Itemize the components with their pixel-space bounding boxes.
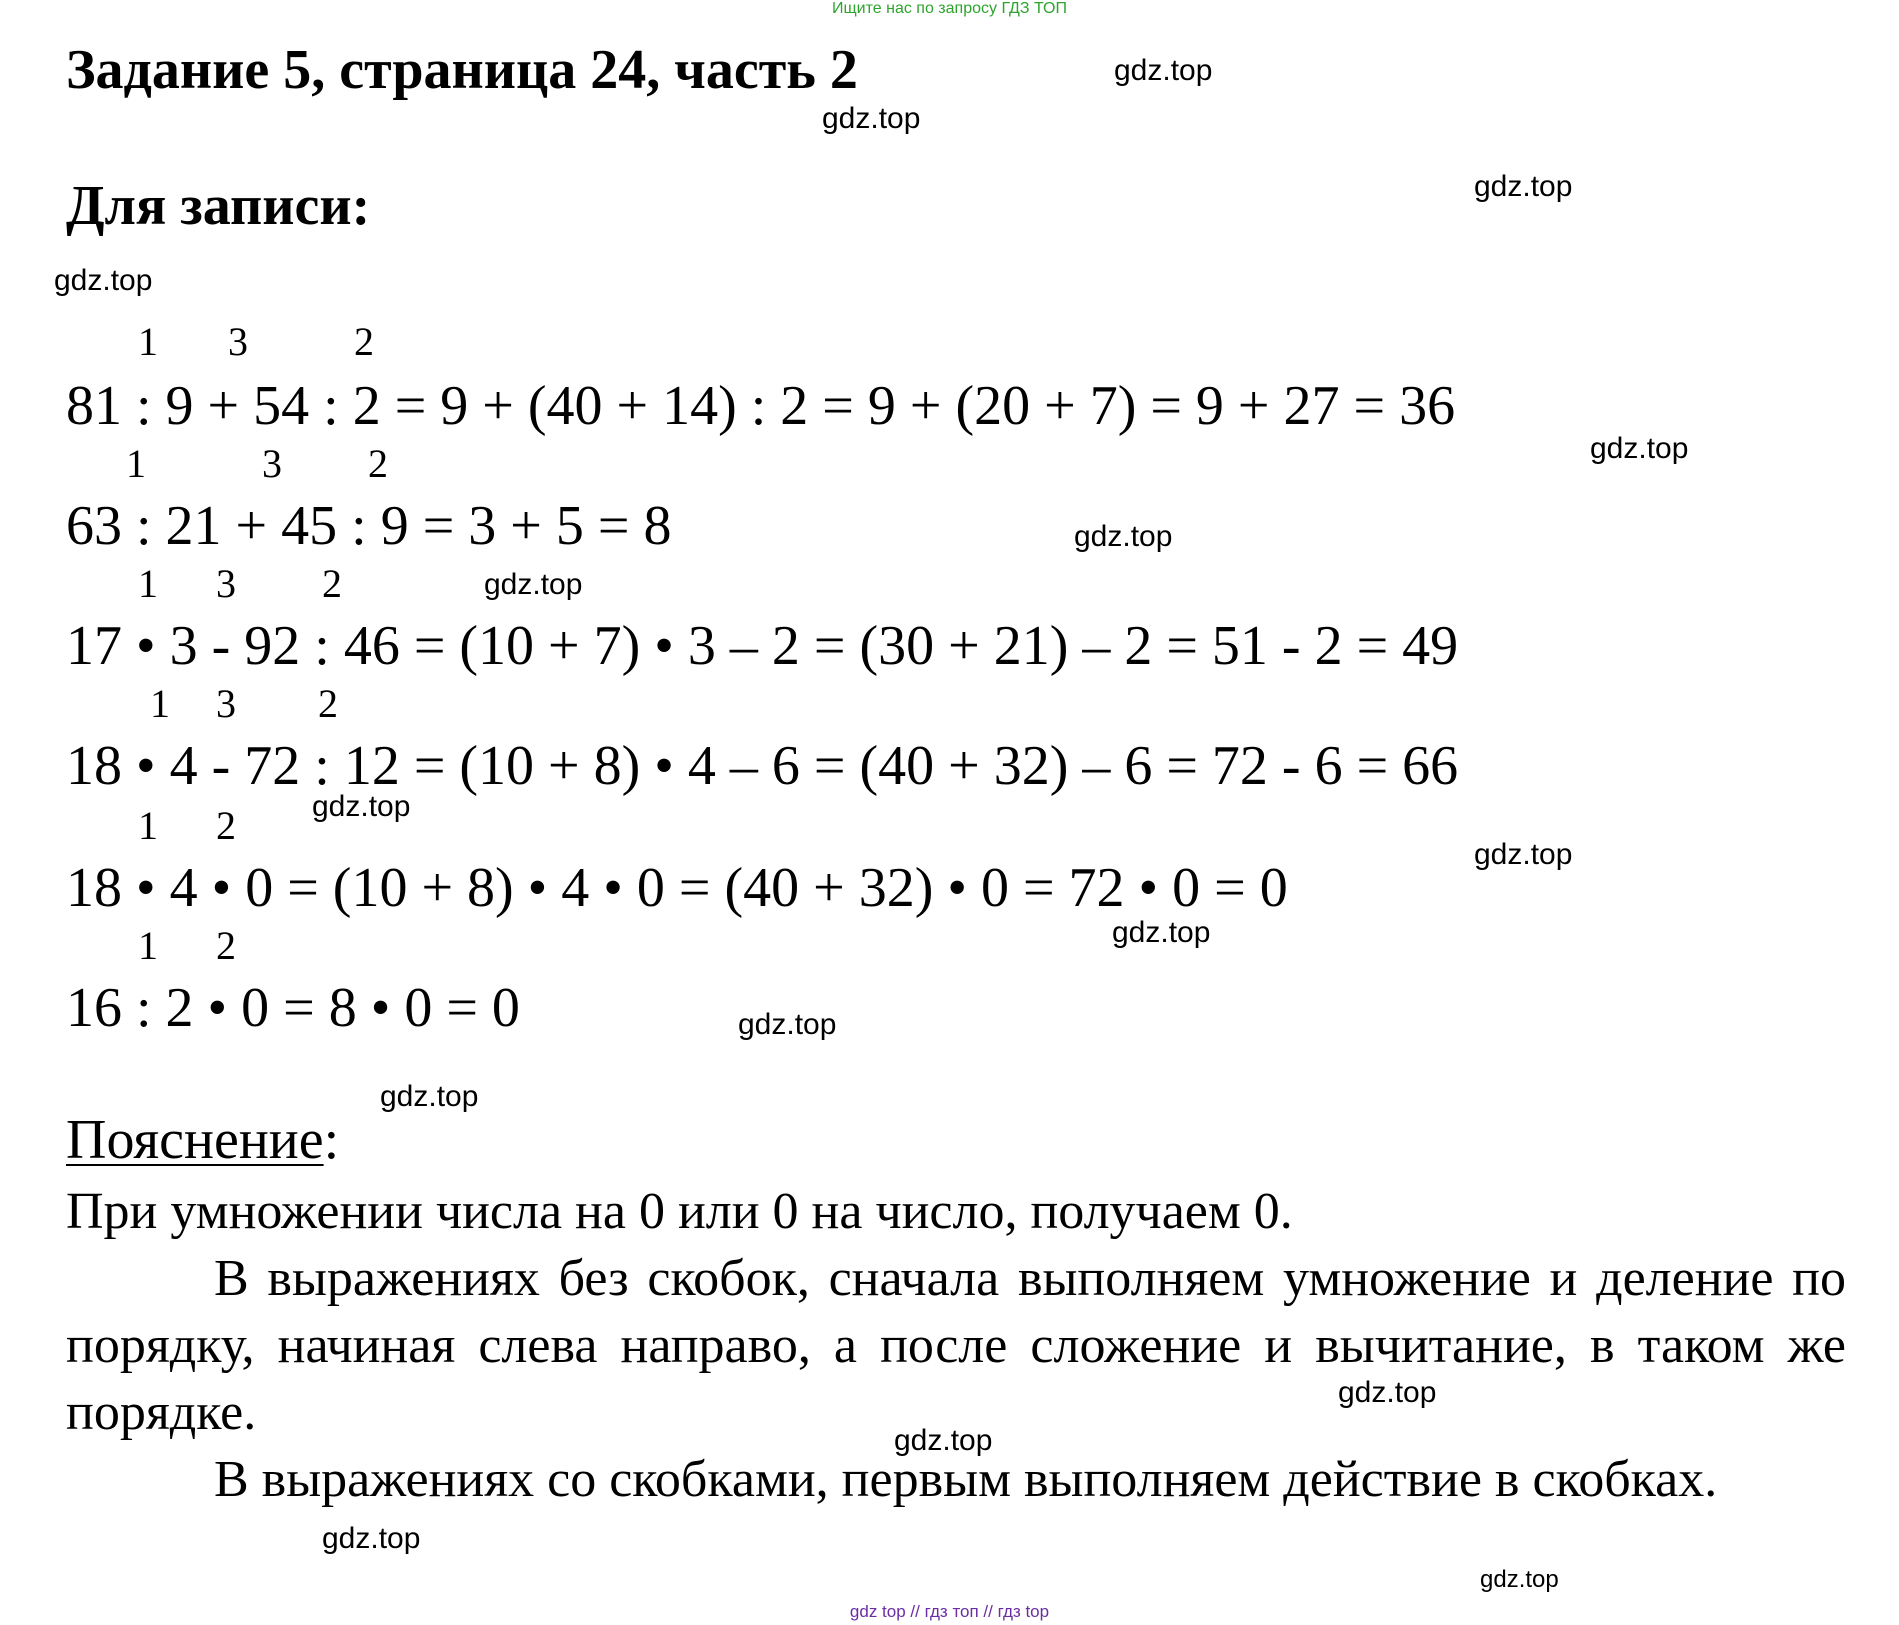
- order-number: 2: [322, 561, 342, 606]
- watermark: gdz.top: [738, 1008, 837, 1041]
- watermark: gdz.top: [1112, 916, 1211, 949]
- order-number: 1: [150, 681, 170, 726]
- expression-line: 16 : 2 • 0 = 8 • 0 = 0: [66, 977, 520, 1039]
- order-number: 2: [318, 681, 338, 726]
- expression-line: 17 • 3 - 92 : 46 = (10 + 7) • 3 – 2 = (30 + 21) – 2 = 51 - 2 = 49: [66, 615, 1459, 677]
- order-markers: [66, 803, 1366, 850]
- top-banner: Ищите нас по запросу ГДЗ ТОП: [832, 0, 1067, 17]
- order-number: 1: [138, 923, 158, 968]
- explanation-heading: [66, 1109, 340, 1171]
- watermark: gdz.top: [1114, 54, 1213, 87]
- order-number: 3: [216, 681, 236, 726]
- order-number: 1: [138, 561, 158, 606]
- order-number: 1: [126, 441, 146, 486]
- expression-line: 81 : 9 + 54 : 2 = 9 + (40 + 14) : 2 = 9 + (20 + 7) = 9 + 27 = 36: [66, 375, 1456, 437]
- explanation-paragraph: В выражениях со скобками, первым выполняем действие в скобках.: [214, 1451, 1718, 1508]
- watermark: gdz.top: [380, 1080, 479, 1113]
- watermark: gdz.top: [822, 102, 921, 135]
- watermark: gdz.top: [312, 790, 411, 823]
- watermark: gdz.top: [1338, 1376, 1437, 1409]
- explanation-paragraph: При умножении числа на 0 или 0 на число, получаем 0.: [66, 1183, 1293, 1240]
- watermark: gdz.top: [1474, 170, 1573, 203]
- expression-line: 18 • 4 - 72 : 12 = (10 + 8) • 4 – 6 = (40 + 32) – 6 = 72 - 6 = 66: [66, 735, 1459, 797]
- expression-line: 63 : 21 + 45 : 9 = 3 + 5 = 8: [66, 495, 672, 557]
- order-number: 3: [216, 561, 236, 606]
- expression-line: 18 • 4 • 0 = (10 + 8) • 4 • 0 = (40 + 32) • 0 = 72 • 0 = 0: [66, 857, 1288, 919]
- order-number: 3: [262, 441, 282, 486]
- watermark: gdz.top: [894, 1424, 993, 1457]
- explanation-heading-colon: :: [323, 1109, 340, 1171]
- watermark: gdz.top: [1590, 432, 1689, 465]
- watermark: gdz.top: [1480, 1566, 1559, 1593]
- order-number: 2: [216, 803, 236, 848]
- order-number: 3: [228, 319, 248, 364]
- order-markers: [66, 441, 1366, 488]
- order-number: 2: [216, 923, 236, 968]
- watermark: gdz.top: [54, 264, 153, 297]
- explanation-paragraph: В выражениях без скобок, сначала выполняем умножение и деление по порядку, начиная слева направо, а после сложение и вычитание, в таком же порядке.: [66, 1250, 1846, 1441]
- explanation-heading-text: Пояснение: [66, 1109, 324, 1171]
- footer-links: gdz top // гдз топ // гдз top: [849, 1602, 1050, 1621]
- order-number: 1: [138, 319, 158, 364]
- explanation-body: [66, 1178, 1846, 1513]
- order-number: 2: [368, 441, 388, 486]
- order-markers: [66, 561, 1366, 608]
- watermark: gdz.top: [484, 568, 583, 601]
- page-title: Задание 5, страница 24, часть 2: [66, 39, 858, 101]
- section-subtitle: Для записи:: [66, 175, 371, 237]
- order-markers: [66, 319, 1366, 366]
- order-markers: [66, 681, 1366, 728]
- watermark: gdz.top: [1074, 520, 1173, 553]
- watermark: gdz.top: [322, 1522, 421, 1555]
- order-number: 2: [354, 319, 374, 364]
- order-number: 1: [138, 803, 158, 848]
- watermark: gdz.top: [1474, 838, 1573, 871]
